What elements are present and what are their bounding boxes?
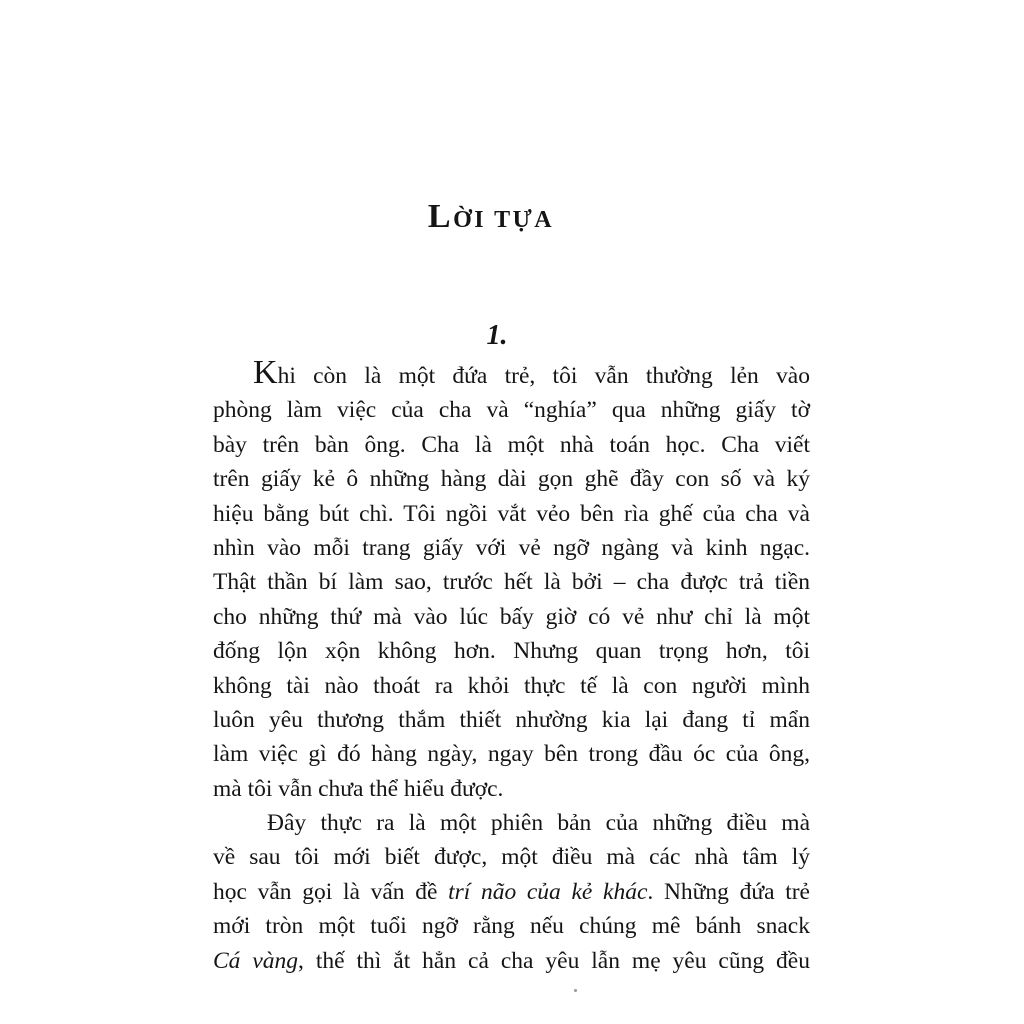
text-line bbox=[213, 909, 810, 943]
body-text bbox=[213, 354, 810, 978]
text-line bbox=[213, 354, 810, 393]
text-line bbox=[213, 600, 810, 634]
text-line bbox=[213, 428, 810, 462]
text-line bbox=[213, 806, 810, 840]
text-line bbox=[213, 565, 810, 599]
text-line bbox=[213, 634, 810, 668]
text-segment: Đây thực ra là một phiên bản của những điều mà bbox=[267, 810, 810, 837]
text-segment: nhìn vào mỗi trang giấy với vẻ ngỡ ngàng và kinh ngạc. bbox=[213, 534, 810, 561]
text-segment: đống lộn xộn không hơn. Nhưng quan trọng hơn, tôi bbox=[213, 638, 810, 665]
text-line bbox=[213, 669, 810, 703]
text-segment: phòng làm việc của cha và “nghía” qua những giấy tờ bbox=[213, 397, 810, 424]
text-line bbox=[213, 531, 810, 565]
text-segment: trên giấy kẻ ô những hàng dài gọn ghẽ đầy con số và ký bbox=[213, 466, 810, 493]
text-segment: về sau tôi mới biết được, một điều mà các nhà tâm lý bbox=[213, 844, 810, 871]
chapter-title-rest: ỜI TỰA bbox=[453, 207, 555, 233]
text-line bbox=[213, 703, 810, 737]
text-line bbox=[213, 772, 810, 806]
text-segment: học vẫn gọi là vấn đề bbox=[213, 878, 449, 905]
text-segment: làm việc gì đó hàng ngày, ngay bên trong đầu óc của ông, bbox=[213, 741, 810, 768]
text-segment: bày trên bàn ông. Cha là một nhà toán học. Cha viết bbox=[213, 431, 810, 458]
scan-speck bbox=[574, 989, 577, 992]
text-segment: mà tôi vẫn chưa thể hiểu được. bbox=[213, 775, 504, 802]
text-segment: không tài nào thoát ra khỏi thực tế là con người mình bbox=[213, 672, 810, 699]
section-number: 1. bbox=[486, 320, 508, 351]
chapter-title-lead-capital: L bbox=[427, 198, 454, 235]
text-line bbox=[213, 497, 810, 531]
text-segment: Thật thần bí làm sao, trước hết là bởi – cha được trả tiền bbox=[213, 569, 810, 596]
text-segment: hiệu bằng bút chì. Tôi ngồi vắt vẻo bên rìa ghế của cha và bbox=[213, 500, 810, 527]
text-segment: mới tròn một tuổi ngỡ rằng nếu chúng mê bánh snack bbox=[213, 913, 810, 940]
text-line bbox=[213, 462, 810, 496]
text-segment: cho những thứ mà vào lúc bấy giờ có vẻ như chỉ là một bbox=[213, 603, 810, 630]
text-segment: . Những đứa trẻ bbox=[647, 878, 810, 905]
text-line bbox=[213, 737, 810, 771]
text-segment: , thế thì ắt hẳn cả cha yêu lẫn mẹ yêu cũng đều bbox=[298, 947, 810, 974]
chapter-title bbox=[0, 196, 982, 241]
text-segment: Cá vàng bbox=[213, 947, 299, 974]
text-line bbox=[213, 840, 810, 874]
text-segment: hi còn là một đứa trẻ, tôi vẫn thường lẻn vào bbox=[277, 363, 810, 389]
text-segment: luôn yêu thương thắm thiết nhường kia lại đang tỉ mẩn bbox=[213, 706, 810, 733]
text-line bbox=[213, 944, 810, 978]
paragraph-lead-capital: K bbox=[253, 354, 278, 391]
text-line bbox=[213, 875, 810, 909]
text-segment: trí não của kẻ khác bbox=[448, 878, 648, 905]
text-line bbox=[213, 393, 810, 427]
